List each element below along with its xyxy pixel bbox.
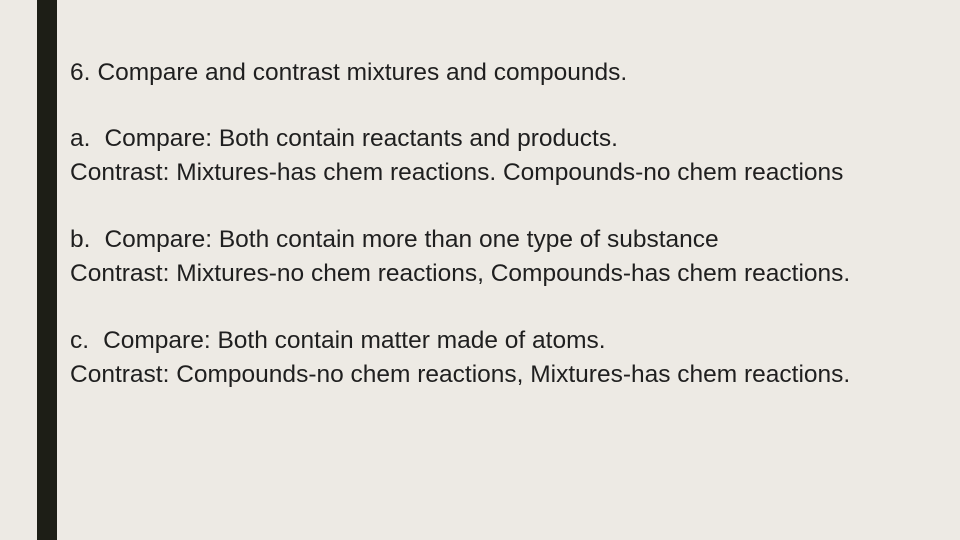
answer-b	[70, 223, 960, 291]
answer-b-contrast: Contrast: Mixtures-no chem reactions, Compounds-has chem reactions.	[70, 260, 851, 287]
answer-c-letter: c.	[70, 327, 90, 354]
question-line	[70, 56, 960, 90]
answer-a-letter: a.	[70, 125, 91, 152]
slide-content	[70, 56, 960, 425]
answer-c-contrast: Contrast: Compounds-no chem reactions, Mixtures-has chem reactions.	[70, 361, 851, 388]
answer-b-letter: b.	[70, 226, 91, 253]
answer-a-contrast: Contrast: Mixtures-has chem reactions. Compounds-no chem reactions	[70, 159, 844, 186]
question-number: 6.	[70, 59, 91, 86]
answer-b-compare: Compare: Both contain more than one type of substance	[104, 226, 719, 253]
answer-c-compare: Compare: Both contain matter made of atoms.	[103, 327, 606, 354]
answer-b-compare-line	[70, 223, 960, 257]
answer-a-compare: Compare: Both contain reactants and products.	[104, 125, 618, 152]
answer-c	[70, 324, 960, 392]
answer-c-compare-line	[70, 324, 960, 358]
answer-a-compare-line	[70, 122, 960, 156]
answer-a	[70, 122, 960, 190]
question-text: Compare and contrast mixtures and compounds.	[97, 59, 628, 86]
accent-bar	[37, 0, 57, 540]
